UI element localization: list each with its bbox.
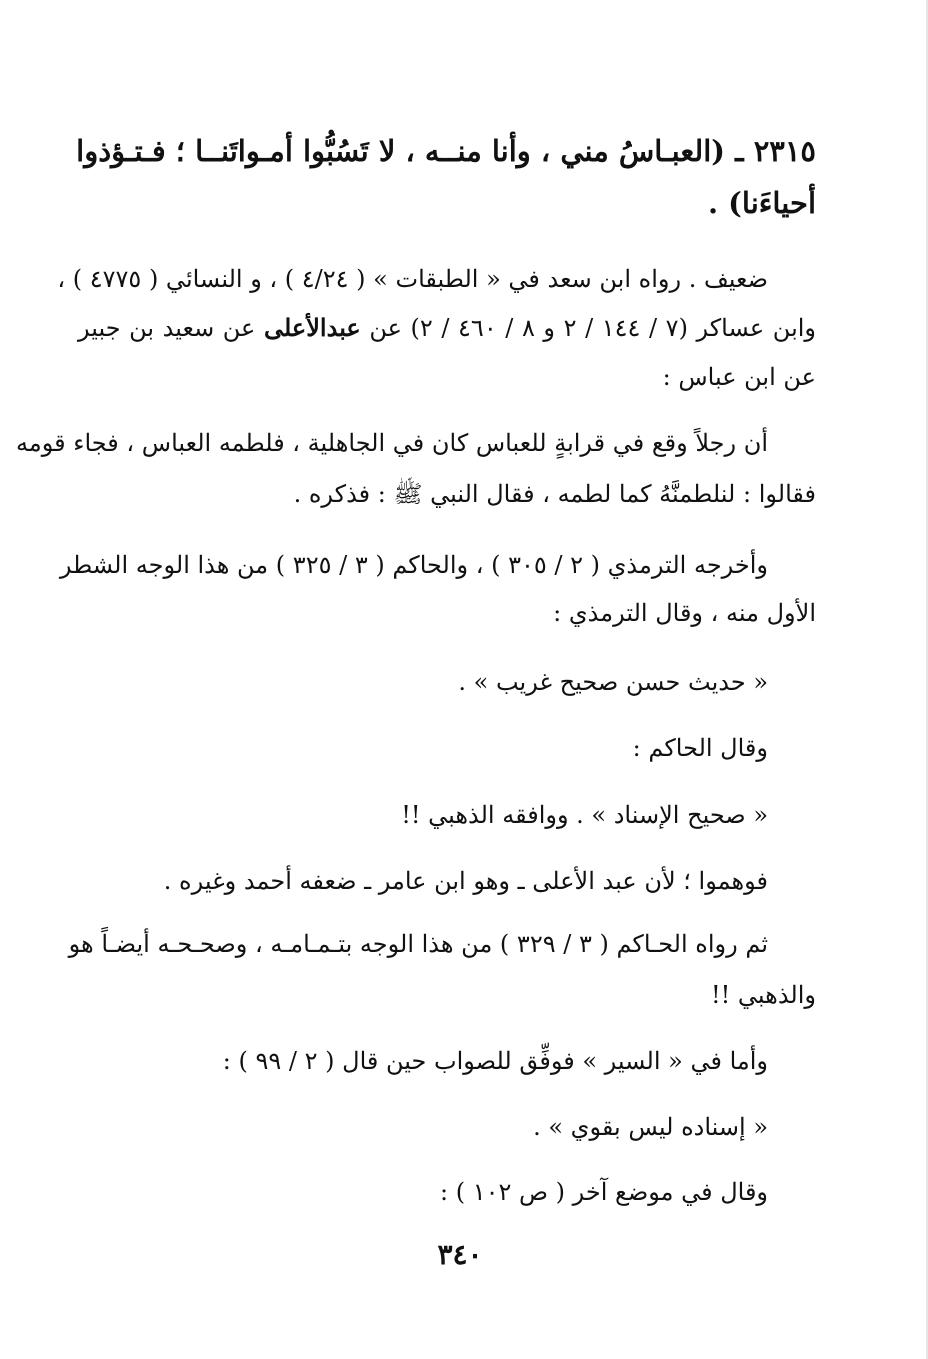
siyar-line-3-content: وقال في موضع آخر ( ص ١٠٢ ) :: [440, 1178, 768, 1206]
narrator-name-bold: عبدالأعلى: [263, 313, 361, 342]
refutation-line: [164, 866, 768, 896]
hadith-text-line-2-content: أحياءَنا) .: [707, 186, 816, 220]
takhrij-line-2: [553, 598, 816, 628]
story-line-2: [294, 479, 816, 509]
second-narration-line-2: [711, 980, 816, 1010]
hakim-quote-content: « صحيح الإسناد » . ووافقه الذهبي !!: [401, 801, 768, 829]
takhrij-line-1-content: وأخرجه الترمذي ( ٢ / ٣٠٥ ) ، والحاكم ( ٣ / ٣٢٥ ) من هذا الوجه الشطر: [59, 551, 768, 579]
grading-line-2: [78, 313, 816, 343]
siyar-line-1: [223, 1046, 768, 1076]
refutation-line-content: فوهموا ؛ لأن عبد الأعلى ـ وهو ابن عامر ـ ضعفه أحمد وغيره .: [163, 867, 768, 895]
grading-line-2-part-2: عن سعيد بن جبير: [78, 314, 264, 342]
hadith-text-line-1-content: ٢٣١٥ ـ (العبـاسُ مني ، وأنا منــه ، لا تَسُبُّوا أمـواتَنــا ؛ فـتـؤذوا: [76, 134, 816, 168]
siyar-quote-content: « إسناده ليس بقوي » .: [533, 1113, 768, 1141]
takhrij-line-1: [59, 550, 768, 580]
hakim-said: [633, 733, 768, 763]
takhrij-line-2-content: الأول منه ، وقال الترمذي :: [553, 599, 816, 627]
second-narration-line-2-content: والذهبي !!: [711, 981, 816, 1009]
page-number: ٣٤٠: [437, 1238, 483, 1271]
hadith-text-line-1: [78, 133, 816, 169]
story-line-1: [15, 428, 768, 458]
hadith-text-line-2: [708, 185, 816, 221]
grading-line-2-part-1: وابن عساكر (٧ / ١٤٤ / ٢ و ٨ / ٤٦٠ / ٢) عن: [360, 314, 817, 342]
siyar-quote: [533, 1112, 768, 1142]
story-line-1-content: أن رجلاً وقع في قرابةٍ للعباس كان في الجاهلية ، فلطمه العباس ، فجاء قومه: [15, 429, 768, 457]
grading-line-1: [57, 264, 768, 294]
grading-line-1-content: ضعيف . رواه ابن سعد في « الطبقات » ( ٤/٢٤ ) ، و النسائي ( ٤٧٧٥ ) ،: [57, 265, 768, 293]
grading-line-3: [663, 362, 816, 392]
tirmidhi-quote: [458, 667, 768, 697]
hakim-said-content: وقال الحاكم :: [632, 734, 768, 762]
second-narration-line-1-content: ثم رواه الحـاكم ( ٣ / ٣٢٩ ) من هذا الوجه بتـمـامـه ، وصحـحـه أيضـاً هو: [68, 930, 768, 958]
second-narration-line-1: [68, 929, 768, 959]
siyar-line-1-content: وأما في « السير » فوفِّق للصواب حين قال ( ٢ / ٩٩ ) :: [222, 1047, 768, 1075]
grading-line-2-content: [78, 314, 816, 342]
tirmidhi-quote-content: « حديث حسن صحيح غريب » .: [458, 668, 768, 696]
story-line-2-content: فقالوا : لنلطمنَّهُ كما لطمه ، فقال النبي ﷺ : فذكره .: [293, 480, 816, 508]
hakim-quote: [401, 800, 768, 830]
grading-line-3-content: عن ابن عباس :: [662, 363, 816, 391]
siyar-line-3: [440, 1177, 768, 1207]
